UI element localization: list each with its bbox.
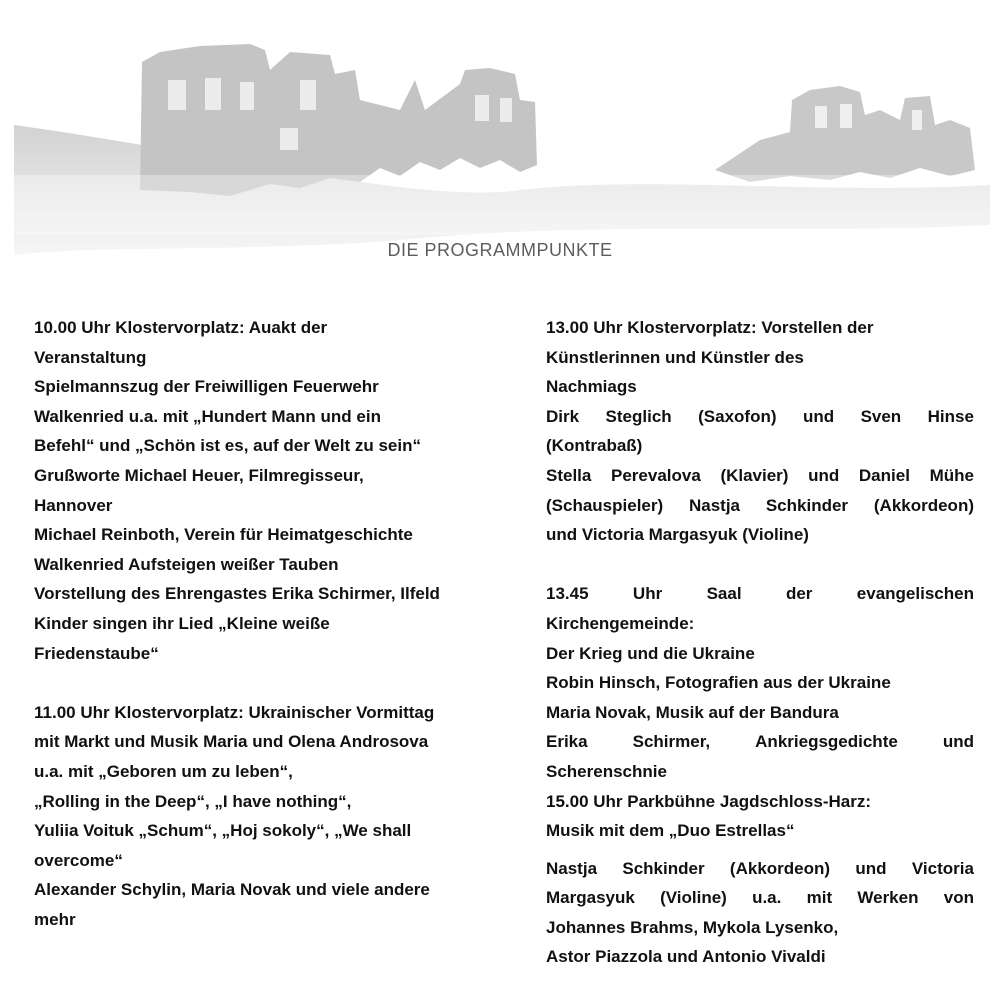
word: u.a. xyxy=(752,888,782,908)
program-line: Spielmannszug der Freiwilligen Feuerwehr xyxy=(34,377,379,397)
program-line: 15.00 Uhr Parkbühne Jagdschloss-Harz: xyxy=(546,791,872,811)
program-line-justified xyxy=(546,461,974,491)
ruins-banner-illustration xyxy=(0,0,1000,270)
word: Uhr xyxy=(632,584,663,604)
haze-overlay xyxy=(14,175,990,235)
program-line: u.a. mit „Geboren um zu leben“, xyxy=(34,761,293,781)
word: und xyxy=(802,406,835,426)
right-program-column xyxy=(546,313,974,972)
word: (Saxofon) xyxy=(698,406,777,426)
word: Victoria xyxy=(911,858,974,878)
word: 13.45 xyxy=(546,584,589,604)
word: Mühe xyxy=(929,465,974,485)
program-line: Nachmiags xyxy=(546,377,637,397)
block-spacer xyxy=(546,846,974,854)
program-line: und Victoria Margasyuk (Violine) xyxy=(546,525,809,545)
word: Nastja xyxy=(546,858,598,878)
program-line: Walkenried u.a. mit „Hundert Mann und ein xyxy=(34,406,381,426)
word: Werken xyxy=(857,888,919,908)
word: Steglich xyxy=(605,406,672,426)
program-line: Der Krieg und die Ukraine xyxy=(546,643,755,663)
word: Margasyuk xyxy=(546,888,635,908)
program-line-justified xyxy=(546,854,974,884)
program-line: Grußworte Michael Heuer, Filmregisseur, xyxy=(34,465,364,485)
program-block-1300 xyxy=(546,313,974,550)
ruins-illustration-svg xyxy=(0,0,1000,270)
program-line: Musik mit dem „Duo Estrellas“ xyxy=(546,821,795,841)
program-block-1000 xyxy=(34,313,504,668)
program-line: 10.00 Uhr Klostervorplatz: Auakt der xyxy=(34,318,328,337)
program-line: Michael Reinboth, Verein für Heimatgeschichte xyxy=(34,525,413,545)
word: Hinse xyxy=(927,406,974,426)
word: Ankriegsgedichte xyxy=(755,732,898,752)
program-line: „Rolling in the Deep“, „I have nothing“, xyxy=(34,791,352,811)
word: evangelischen xyxy=(856,584,974,604)
word: Daniel xyxy=(858,465,910,485)
program-line: overcome“ xyxy=(34,850,123,870)
word: von xyxy=(943,888,974,908)
program-line: Künstlerinnen und Künstler des xyxy=(546,347,804,367)
word: Nastja xyxy=(688,495,741,515)
word: Schkinder xyxy=(765,495,849,515)
program-line: Astor Piazzola und Antonio Vivaldi xyxy=(546,947,826,967)
word: Erika xyxy=(546,732,588,752)
program-block-duo-estrellas xyxy=(546,854,974,972)
word: und xyxy=(808,465,840,485)
program-line: mit Markt und Musik Maria und Olena Androsova xyxy=(34,732,429,752)
program-block-1345 xyxy=(546,579,974,845)
program-line: mehr xyxy=(34,909,76,929)
program-line-justified xyxy=(546,727,974,757)
program-line-justified xyxy=(546,579,974,609)
word: Schirmer, xyxy=(632,732,711,752)
block-spacer xyxy=(546,550,974,580)
word: Saal xyxy=(706,584,742,604)
program-line: Vorstellung des Ehrengastes Erika Schirmer, Ilfeld xyxy=(34,584,440,604)
section-heading: DIE PROGRAMMPUNKTE xyxy=(387,240,613,260)
program-line: Befehl“ und „Schön ist es, auf der Welt zu sein“ xyxy=(34,436,421,456)
program-line: Veranstaltung xyxy=(34,347,147,367)
program-line: Robin Hinsch, Fotografien aus der Ukraine xyxy=(546,673,891,693)
word: Stella xyxy=(546,465,592,485)
program-block-1100 xyxy=(34,698,504,935)
word: der xyxy=(785,584,813,604)
program-line-justified xyxy=(546,883,974,913)
word: (Akkordeon) xyxy=(729,858,831,878)
program-line: 11.00 Uhr Klostervorplatz: Ukrainischer Vormittag xyxy=(34,702,435,722)
word: mit xyxy=(806,888,833,908)
program-line: (Kontrabaß) xyxy=(546,436,643,456)
program-line: Friedenstaube“ xyxy=(34,643,159,663)
program-line-justified xyxy=(546,491,974,521)
program-line: 13.00 Uhr Klostervorplatz: Vorstellen der xyxy=(546,318,874,337)
program-line: Kinder singen ihr Lied „Kleine weiße xyxy=(34,613,330,633)
program-line: Walkenried Aufsteigen weißer Tauben xyxy=(34,554,339,574)
word: Sven xyxy=(860,406,902,426)
program-line: Hannover xyxy=(34,495,113,515)
right-ruins-shape xyxy=(715,86,975,182)
word: und xyxy=(855,858,887,878)
word: (Klavier) xyxy=(720,465,789,485)
word: und xyxy=(942,732,974,752)
word: (Schauspieler) xyxy=(546,495,664,515)
block-spacer xyxy=(34,668,504,698)
program-line: Kirchengemeinde: xyxy=(546,613,695,633)
word: (Violine) xyxy=(660,888,727,908)
program-line: Johannes Brahms, Mykola Lysenko, xyxy=(546,917,839,937)
word: Schkinder xyxy=(622,858,705,878)
word: Dirk xyxy=(546,406,580,426)
program-line-justified xyxy=(546,402,974,432)
program-line: Alexander Schylin, Maria Novak und viele andere xyxy=(34,880,430,900)
word: (Akkordeon) xyxy=(873,495,974,515)
program-line: Maria Novak, Musik auf der Bandura xyxy=(546,702,839,722)
program-line: Scherenschnie xyxy=(546,761,667,781)
left-program-column xyxy=(34,313,504,934)
word: Perevalova xyxy=(611,465,701,485)
program-line: Yuliia Voituk „Schum“, „Hoj sokoly“, „We shall xyxy=(34,821,412,841)
